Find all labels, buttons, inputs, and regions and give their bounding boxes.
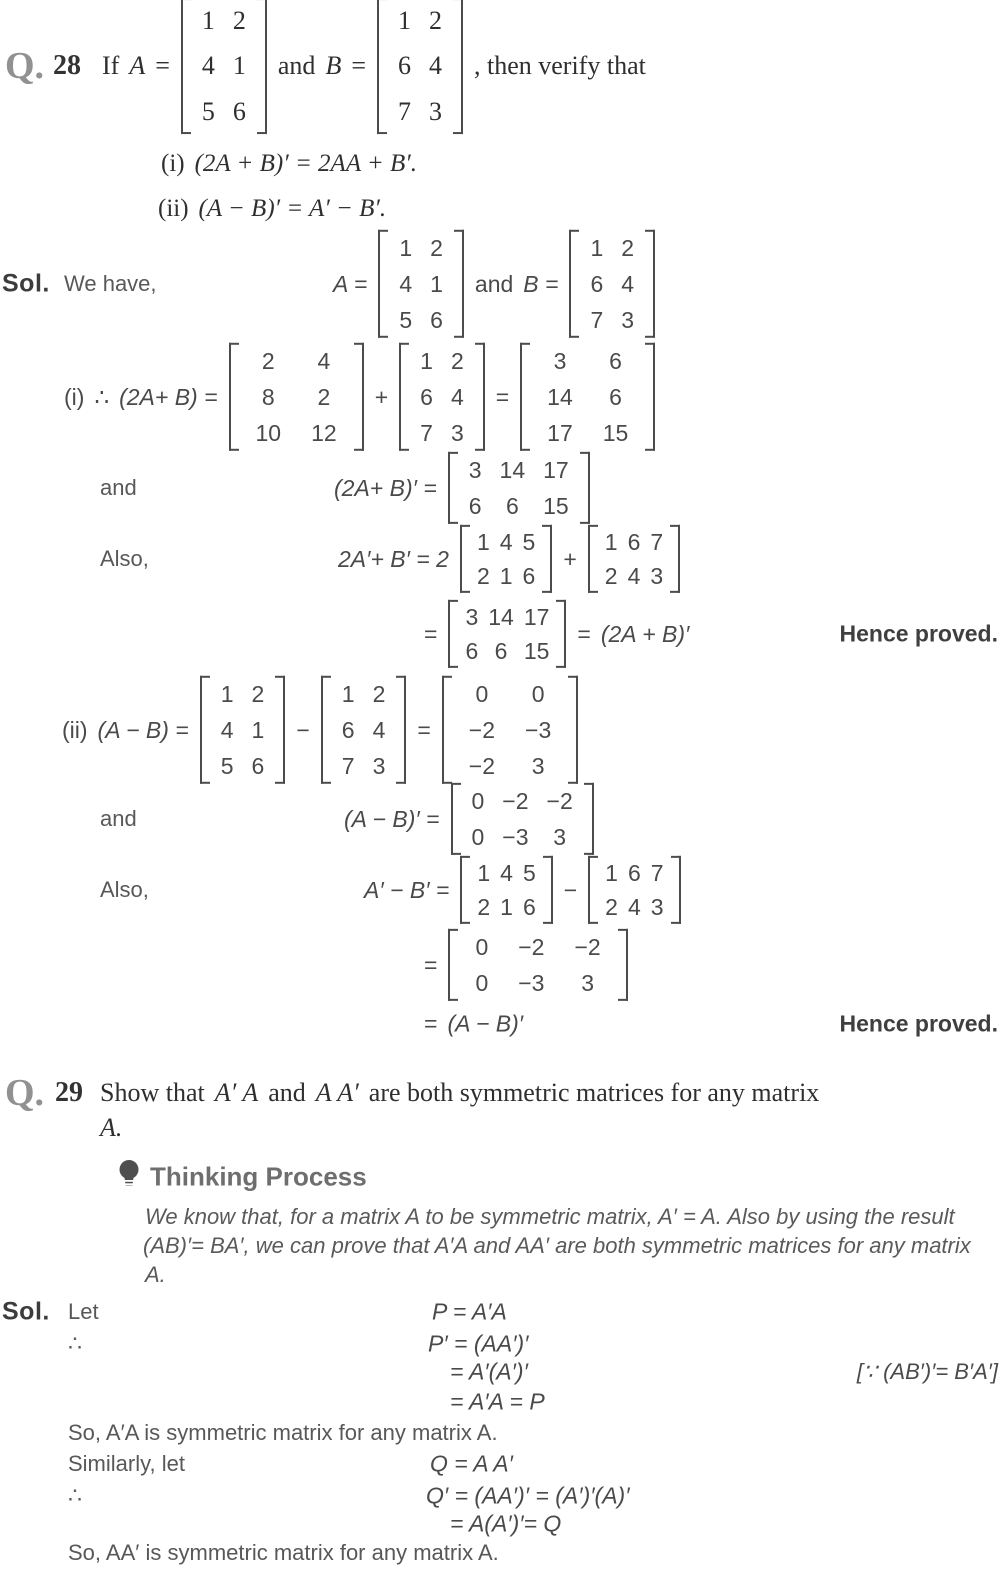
matrix-bracket-left: [520, 343, 530, 451]
matrix-cells: [333, 676, 395, 784]
matrix-cell: 6: [627, 528, 641, 555]
math-text: −: [563, 876, 578, 903]
question-item-i: [0, 146, 1000, 182]
matrix-cell: 6: [522, 894, 536, 920]
matrix-cells: [460, 600, 554, 668]
prime-diff-expr: [364, 856, 687, 924]
matrix-cells: [460, 929, 615, 1001]
p-prime-eq: P′ = (AA′)′: [428, 1330, 529, 1357]
matrix-cell: −3: [525, 716, 552, 743]
matrix-cell: 1: [232, 51, 246, 81]
matrix-cell: 2: [251, 680, 265, 707]
matrix: [520, 343, 655, 451]
matrix-cell: 6: [505, 493, 519, 519]
matrix-cell: 1: [604, 528, 618, 555]
matrix-cell: −2: [518, 933, 545, 960]
matrix-bracket-left: [448, 600, 458, 668]
q-definition: Q = A A′: [430, 1450, 513, 1477]
matrix-cell: 6: [430, 307, 443, 334]
sol-label: Sol.: [2, 269, 50, 298]
thinking-line-1: [0, 1202, 1000, 1232]
matrix-cell: 5: [522, 528, 536, 555]
math-text: =: [495, 383, 510, 410]
math-text: (2A+ B) =: [119, 383, 218, 410]
matrix-cell: 14: [547, 383, 573, 410]
calc-a-minus-b-transpose: [0, 788, 1000, 850]
matrix-cells: [600, 525, 668, 593]
matrix-bracket-left: [460, 856, 470, 924]
matrix-cell: 6: [522, 563, 536, 589]
matrix: [460, 525, 552, 593]
matrix-bracket-left: [588, 856, 598, 924]
matrix-cell: 4: [621, 270, 635, 297]
matrix-cell: 3: [468, 456, 482, 483]
matrix-cell: 7: [650, 528, 664, 555]
matrix-bracket-right: [257, 0, 267, 134]
matrix-bracket-left: [200, 676, 210, 784]
question-29: [0, 1072, 1000, 1114]
matrix-cell: −3: [502, 824, 529, 850]
question-29-cont: [0, 1112, 1000, 1144]
math-text: A =: [333, 270, 368, 297]
matrix-cell: −2: [468, 753, 496, 780]
therefore-symbol: ∴: [68, 1331, 82, 1356]
math-text: =: [424, 1010, 438, 1037]
math-text: B: [325, 50, 342, 80]
matrix-cell: 6: [609, 347, 622, 374]
matrix-cell: 2: [317, 383, 331, 410]
math-text: (ii): [158, 195, 189, 222]
matrix-cell: 15: [543, 493, 569, 519]
matrix-cell: 14: [488, 603, 514, 630]
matrix-cell: −3: [518, 970, 545, 996]
math-text: A A′: [315, 1078, 359, 1107]
matrix-cell: 2: [605, 894, 618, 920]
matrix-cell: 10: [255, 420, 282, 447]
and-label: and: [100, 475, 137, 500]
thinking-process-title: Thinking Process: [150, 1161, 367, 1192]
matrix: [588, 525, 680, 593]
matrix: [448, 452, 590, 524]
matrix: [200, 676, 286, 784]
result-ii-matrix-line: [0, 932, 1000, 998]
matrix-cell: 5: [522, 859, 536, 886]
matrix: [448, 929, 627, 1001]
question-number: 29: [55, 1077, 83, 1108]
matrix-bracket-left: [399, 343, 409, 451]
matrix-cell: 4: [372, 716, 386, 743]
matrix-cell: 7: [590, 307, 604, 334]
math-text: are both symmetric matrices for any matrix: [368, 1078, 820, 1107]
matrix-cells: [212, 676, 274, 784]
matrix-bracket-left: [448, 929, 458, 1001]
math-text: (ii): [62, 716, 88, 743]
matrix-cell: 3: [450, 420, 464, 447]
thinking-text-3: A.: [145, 1262, 166, 1287]
math-text: =: [417, 716, 431, 743]
math-text: =: [155, 50, 170, 80]
matrix-cell: 2: [261, 347, 275, 374]
matrix-cell: 1: [605, 859, 618, 886]
math-text: (A − B) =: [97, 716, 189, 743]
sol29-conclusion-2: [0, 1538, 1000, 1568]
calc-2a-plus-b-expr: [64, 343, 661, 451]
matrix-cell: 0: [531, 680, 545, 707]
calc-2a-plus-b: [0, 343, 1000, 451]
matrix-cell: −2: [468, 716, 496, 743]
thinking-line-3: [0, 1260, 1000, 1290]
matrix-bracket-right: [454, 230, 464, 338]
question-29-statement: [100, 1078, 824, 1108]
q-prime-eq: Q′ = (AA′)′ = (A′)′(A)′: [426, 1482, 630, 1509]
matrix-cells: [193, 0, 255, 134]
calc-2a-prime-plus-b-prime: [0, 526, 1000, 592]
math-text: (i): [161, 150, 185, 177]
matrix-bracket-left: [451, 783, 461, 855]
also-label: Also,: [100, 546, 149, 571]
matrix-cell: 7: [420, 420, 433, 447]
matrix-cell: 7: [398, 96, 411, 126]
reason-note: [∵ (AB′)′= B′A′]: [856, 1359, 998, 1384]
question-number: 28: [53, 50, 81, 81]
matrix-cell: 15: [602, 420, 629, 447]
result-i-line: [0, 601, 1000, 667]
math-text: and: [268, 1078, 306, 1107]
matrix: [181, 0, 267, 134]
math-text: =: [577, 620, 591, 647]
thinking-line-2: [0, 1231, 1000, 1261]
math-text: (2A+ B)′ =: [334, 474, 437, 501]
matrix-cell: 0: [475, 933, 489, 960]
sol29-step3-line: [0, 1508, 1000, 1540]
step1-eq: = A′(A′)′: [450, 1358, 528, 1385]
math-text: 2A′+ B′ = 2: [338, 545, 449, 572]
result-ii-matrix: [424, 929, 634, 1001]
matrix-cell: 2: [450, 347, 464, 374]
calc-a-minus-b: [0, 676, 1000, 784]
matrix-bracket-left: [448, 452, 458, 524]
matrix-cell: 17: [547, 420, 573, 447]
math-text: +: [563, 545, 577, 572]
matrix-cell: 1: [590, 234, 604, 261]
matrix-cell: 3: [429, 96, 442, 126]
math-text: +: [374, 383, 389, 410]
sol29-similarly-line: [0, 1448, 1000, 1480]
matrix-cell: 1: [477, 859, 491, 886]
therefore-symbol: ∴: [68, 1483, 82, 1508]
and-label: and: [100, 806, 137, 831]
matrix-bracket-left: [588, 525, 598, 593]
matrix: [229, 343, 364, 451]
math-text: A′ − B′ =: [364, 876, 450, 903]
matrix-cell: 0: [475, 680, 489, 707]
matrix-bracket-left: [321, 676, 331, 784]
matrix-cell: 4: [450, 383, 464, 410]
matrix-cell: −2: [574, 933, 601, 960]
matrix-cell: 6: [398, 51, 411, 81]
matrix-cell: 4: [201, 51, 215, 81]
matrix-cells: [463, 783, 582, 855]
matrix-cell: 5: [220, 753, 234, 780]
matrix-cell: 3: [531, 753, 545, 780]
matrix-cell: 1: [341, 680, 355, 707]
matrix-cell: 1: [201, 6, 215, 36]
matrix-cell: 6: [627, 859, 641, 886]
result-ii-line: [0, 1006, 1000, 1042]
matrix-cell: 5: [201, 96, 215, 126]
step2-eq: = A′A = P: [450, 1388, 545, 1415]
matrix-cells: [532, 343, 643, 451]
matrix-cell: 12: [311, 420, 337, 447]
matrix-bracket-right: [396, 676, 406, 784]
matrix-cell: 4: [627, 894, 641, 920]
matrix-cell: 6: [341, 716, 355, 743]
matrix-cell: 2: [621, 234, 635, 261]
matrix-cell: 3: [553, 347, 567, 374]
matrix-bracket-right: [584, 783, 594, 855]
also-label: Also,: [100, 877, 149, 902]
matrix-cell: 3: [650, 563, 664, 589]
matrix-bracket-left: [181, 0, 191, 134]
math-text: =: [351, 50, 366, 80]
matrix-cell: 1: [499, 563, 513, 589]
matrix-cell: 2: [372, 680, 386, 707]
item-i-text: [161, 150, 422, 178]
matrix-bracket-right: [670, 525, 680, 593]
matrix-bracket-right: [568, 676, 578, 784]
math-text: (2A + B)′ = 2AA + B′.: [194, 150, 418, 177]
matrix-cell: 4: [220, 716, 234, 743]
matrix-cell: −2: [502, 787, 529, 814]
question-item-ii: [0, 191, 1000, 227]
matrix: [399, 343, 485, 451]
transpose-expr-ii: [344, 783, 600, 855]
matrix-cell: 0: [475, 970, 489, 996]
result-ii-expr: [424, 1011, 528, 1038]
matrix-cell: 4: [627, 563, 641, 589]
matrix-cell: 3: [581, 970, 594, 996]
matrix-bracket-left: [569, 230, 579, 338]
matrix-cells: [600, 856, 668, 924]
solution-28-given: [0, 233, 1000, 335]
matrix-bracket-right: [275, 676, 285, 784]
math-text: If: [102, 50, 120, 80]
result-i-expr: [424, 600, 694, 668]
matrix-cell: 1: [476, 528, 490, 555]
matrix: [321, 676, 407, 784]
matrix-cells: [390, 230, 452, 338]
matrix-cells: [460, 452, 578, 524]
let-label: Let: [68, 1299, 99, 1324]
matrix-cell: 6: [251, 753, 265, 780]
matrix: [588, 856, 680, 924]
matrix-cell: 17: [523, 603, 550, 630]
math-text: (A − B)′ = A′ − B′.: [198, 195, 387, 222]
matrix-bracket-right: [580, 452, 590, 524]
matrix-cell: 6: [232, 96, 246, 126]
matrix: [569, 230, 655, 338]
matrix-cell: 0: [471, 824, 485, 850]
matrix-cell: 0: [471, 787, 485, 814]
thinking-text-2: (AB)′= BA′, we can prove that A′A and AA′ are both symmetric matrices for any matrix: [143, 1233, 971, 1258]
bulb-icon: [118, 1159, 140, 1196]
prime-sum-expr: [338, 525, 686, 593]
math-text: and: [277, 50, 316, 80]
matrix-bracket-left: [460, 525, 470, 593]
matrix-bracket-left: [377, 0, 387, 134]
matrix-cell: 3: [553, 824, 567, 850]
matrix-cell: 6: [465, 638, 479, 664]
step3-eq: = A(A′)′= Q: [450, 1510, 562, 1537]
matrix-cell: 4: [317, 347, 331, 374]
we-have-text: We have,: [64, 271, 157, 296]
calc-a-minus-b-expr: [62, 676, 584, 784]
math-text: B =: [523, 270, 559, 297]
math-text: , then verify that: [474, 50, 646, 80]
matrix-cells: [389, 0, 451, 134]
hence-proved-ii: Hence proved.: [839, 1010, 998, 1037]
matrix-cell: 1: [251, 716, 265, 743]
matrix-cell: 2: [232, 6, 246, 36]
matrix-cells: [454, 676, 566, 784]
matrix: [451, 783, 594, 855]
thinking-text-1: We know that, for a matrix A to be symmetric matrix, A′ = A. Also by using the result: [145, 1204, 955, 1229]
math-text: (A − B)′ =: [344, 805, 440, 832]
matrix-cell: 6: [420, 383, 433, 410]
matrix-cell: 17: [543, 456, 569, 483]
p-definition: P = A′A: [432, 1298, 507, 1325]
math-text: =: [424, 951, 438, 978]
matrix: [448, 600, 566, 668]
math-text: =: [424, 620, 438, 647]
matrix-cell: 1: [500, 894, 513, 920]
sol29-conclusion-1: [0, 1418, 1000, 1448]
matrix-bracket-left: [378, 230, 388, 338]
matrix-bracket-right: [645, 343, 655, 451]
matrix-cell: 6: [609, 383, 622, 410]
item-ii-text: [158, 195, 391, 223]
matrix-cell: 1: [430, 270, 443, 297]
matrix-cell: 5: [399, 307, 413, 334]
thinking-process-header: [0, 1158, 1000, 1196]
matrix-bracket-right: [475, 343, 485, 451]
matrix-cell: 4: [429, 51, 442, 81]
question-28: [0, 0, 1000, 132]
conclusion-2-text: So, AA′ is symmetric matrix for any matrix A.: [68, 1540, 499, 1565]
matrix-cells: [411, 343, 473, 451]
matrix-bracket-right: [671, 856, 681, 924]
matrix-cell: 1: [398, 6, 411, 36]
matrix-cell: −2: [546, 787, 573, 814]
math-text: Show that: [100, 1078, 205, 1107]
matrix-cell: 2: [430, 234, 443, 261]
matrix: [442, 676, 578, 784]
matrix-cell: 3: [465, 603, 479, 630]
sol29-step2-line: [0, 1386, 1000, 1418]
question-statement: [102, 0, 651, 134]
matrix-cell: 6: [494, 638, 508, 664]
matrix-bracket-left: [442, 676, 452, 784]
matrix-bracket-right: [556, 600, 566, 668]
matrix-bracket-right: [354, 343, 364, 451]
matrix-cell: 6: [468, 493, 482, 519]
transpose-expr: [334, 452, 596, 524]
matrix-cell: 6: [590, 270, 604, 297]
similarly-label: Similarly, let: [68, 1451, 185, 1476]
matrix-bracket-right: [543, 856, 553, 924]
hence-proved-i: Hence proved.: [839, 620, 998, 647]
sol29-let-line: [0, 1296, 1000, 1328]
question-label: Q.: [5, 45, 45, 87]
math-text: A: [129, 50, 146, 80]
matrix-cell: 3: [650, 894, 664, 920]
calc-a-prime-minus-b-prime: [0, 858, 1000, 922]
matrix-cell: 4: [499, 528, 513, 555]
matrix-cell: 3: [621, 307, 635, 334]
matrix-cell: 1: [220, 680, 234, 707]
matrix-cell: 14: [499, 456, 526, 483]
math-text: −: [296, 716, 310, 743]
calc-2a-plus-b-transpose: [0, 456, 1000, 520]
matrix-cell: 4: [399, 270, 413, 297]
matrix-bracket-left: [229, 343, 239, 451]
matrix: [377, 0, 463, 134]
matrix-cell: 7: [650, 859, 664, 886]
math-text: ∴: [94, 383, 110, 410]
matrix-bracket-right: [645, 230, 655, 338]
matrix: [460, 856, 552, 924]
matrix-cell: 4: [500, 859, 513, 886]
matrix-cell: 8: [261, 383, 275, 410]
given-matrices: [333, 230, 661, 338]
question-label: Q.: [5, 1072, 45, 1114]
matrix-cell: 2: [604, 563, 618, 589]
question-29-cont-text: A.: [100, 1113, 123, 1142]
matrix: [378, 230, 464, 338]
matrix-cell: 2: [429, 6, 442, 36]
matrix-cell: 2: [476, 563, 490, 589]
math-text: (2A + B)′: [600, 620, 690, 647]
matrix-cell: 2: [477, 894, 491, 920]
matrix-cells: [472, 525, 540, 593]
math-text: and: [474, 270, 514, 297]
conclusion-1-text: So, A′A is symmetric matrix for any matrix A.: [68, 1420, 498, 1445]
math-text: (i): [64, 383, 85, 410]
sol-label: Sol.: [2, 1297, 50, 1326]
math-text: (A − B)′: [447, 1010, 524, 1037]
matrix-bracket-right: [542, 525, 552, 593]
matrix-cells: [581, 230, 643, 338]
matrix-cells: [241, 343, 352, 451]
matrix-cell: 1: [420, 347, 433, 374]
matrix-cell: 7: [341, 753, 355, 780]
matrix-bracket-right: [453, 0, 463, 134]
sol29-step1-line: [0, 1356, 1000, 1388]
matrix-cell: 15: [523, 638, 550, 664]
math-text: A′ A: [214, 1078, 259, 1107]
matrix-cell: 3: [372, 753, 386, 780]
matrix-bracket-right: [618, 929, 628, 1001]
matrix-cell: 1: [399, 234, 413, 261]
matrix-cells: [472, 856, 540, 924]
